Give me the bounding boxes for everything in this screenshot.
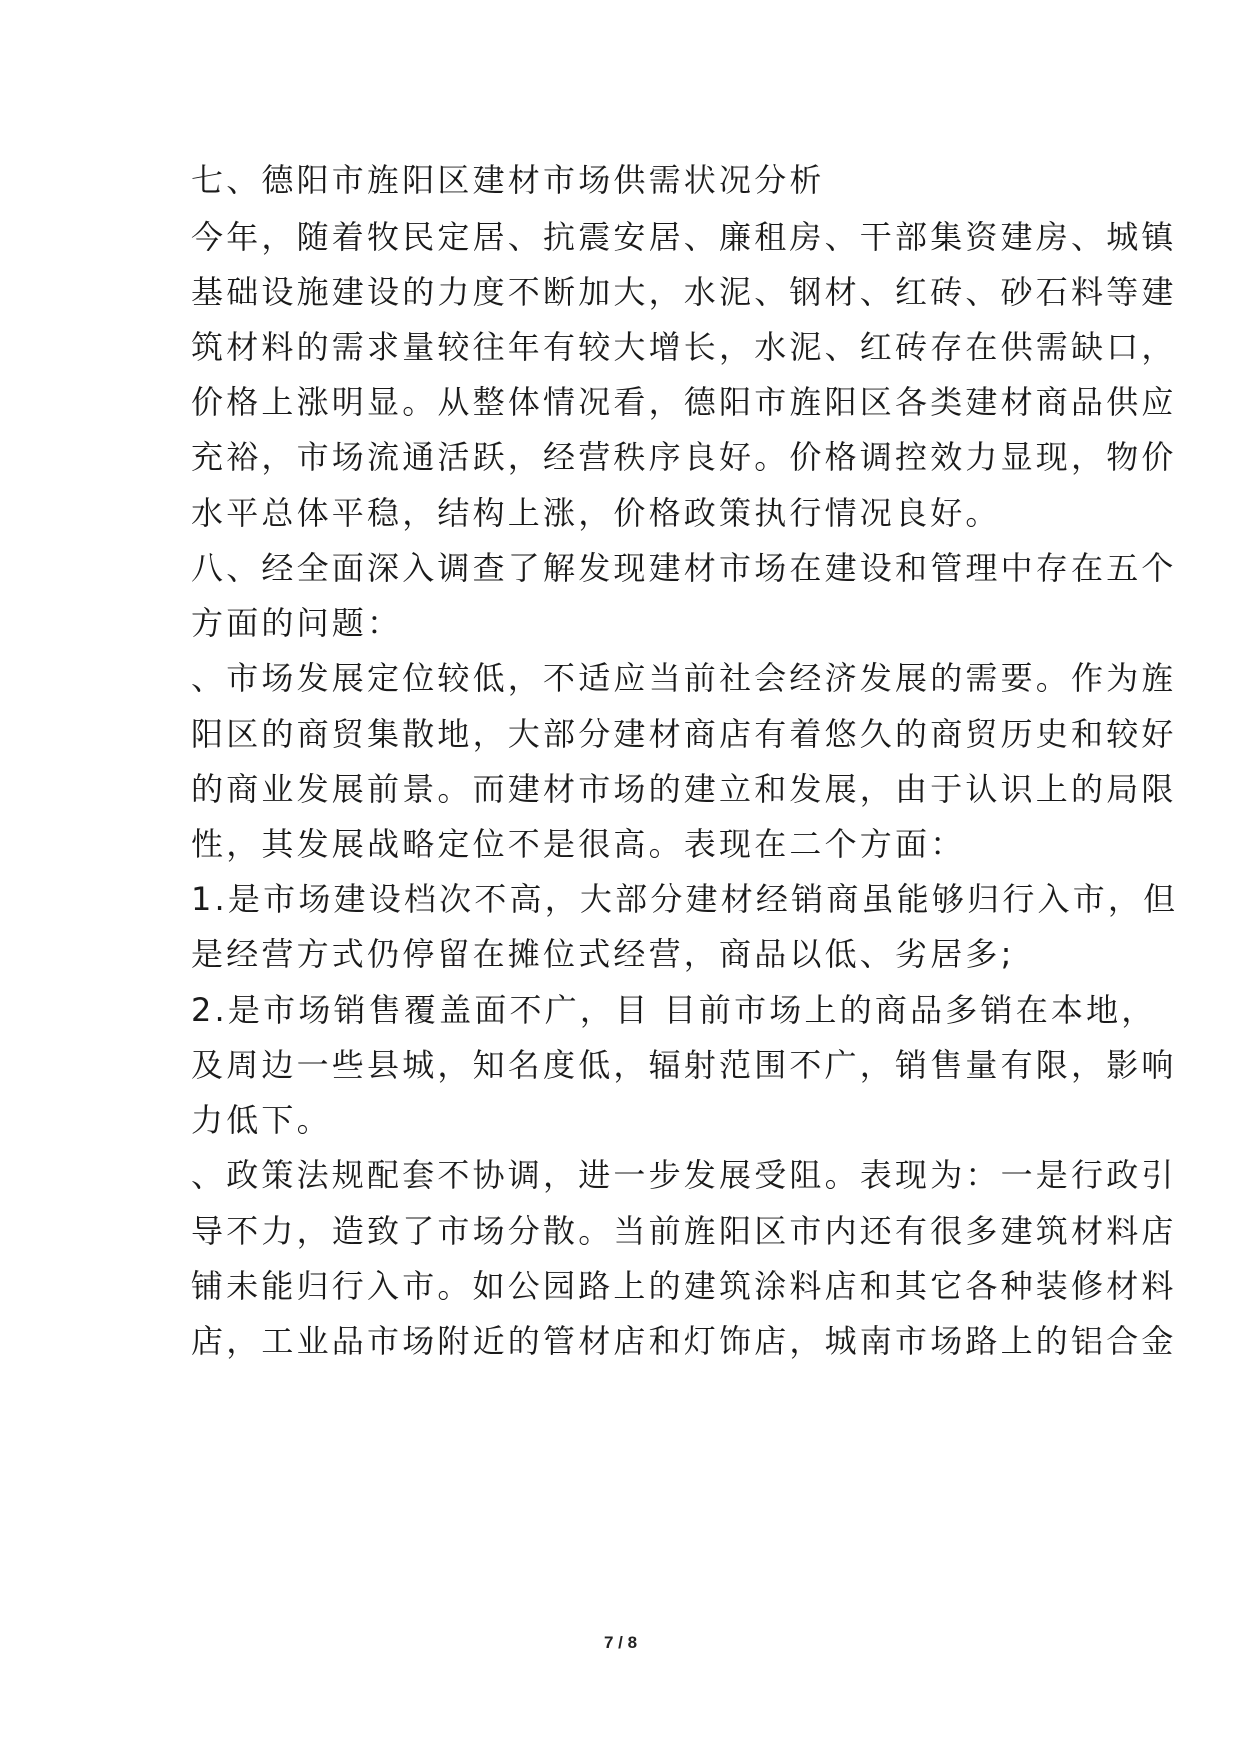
text-line: 、政策法规配套不协调，进一步发展受阻。表现为：一是行政引 bbox=[191, 1156, 1177, 1194]
text-line: 基础设施建设的力度不断加大，水泥、钢材、红砖、砂石料等建 bbox=[191, 273, 1177, 311]
text-line: 价格上涨明显。从整体情况看，德阳市旌阳区各类建材商品供应 bbox=[191, 383, 1177, 421]
text-line: 是经营方式仍停留在摊位式经营，商品以低、劣居多; bbox=[191, 935, 1015, 973]
text-line: 充裕，市场流通活跃，经营秩序良好。价格调控效力显现，物价 bbox=[191, 438, 1177, 476]
text-line: 1.是市场建设档次不高，大部分建材经销商虽能够归行入市，但 bbox=[191, 880, 1179, 918]
text-line: 力低下。 bbox=[191, 1101, 332, 1139]
text-line: 性，其发展战略定位不是很高。表现在二个方面： bbox=[191, 825, 966, 863]
text-line: 及周边一些县城，知名度低，辐射范围不广，销售量有限，影响 bbox=[191, 1046, 1177, 1084]
text-line: 导不力，造致了市场分散。当前旌阳区市内还有很多建筑材料店 bbox=[191, 1212, 1177, 1250]
page-number: 7 / 8 bbox=[603, 1633, 638, 1652]
text-line: 铺未能归行入市。如公园路上的建筑涂料店和其它各种装修材料 bbox=[191, 1267, 1177, 1305]
text-line: 2.是市场销售覆盖面不广，目 目前市场上的商品多销在本地， bbox=[191, 991, 1157, 1029]
text-line: 的商业发展前景。而建材市场的建立和发展，由于认识上的局限 bbox=[191, 770, 1177, 808]
text-line: 八、经全面深入调查了解发现建材市场在建设和管理中存在五个 bbox=[191, 549, 1177, 587]
text-line: 七、德阳市旌阳区建材市场供需状况分析 bbox=[191, 161, 825, 199]
text-line: 水平总体平稳，结构上涨，价格政策执行情况良好。 bbox=[191, 494, 1001, 532]
text-line: 今年，随着牧民定居、抗震安居、廉租房、干部集资建房、城镇 bbox=[191, 218, 1177, 256]
text-line: 筑材料的需求量较往年有较大增长，水泥、红砖存在供需缺口， bbox=[191, 328, 1177, 366]
text-line: 方面的问题： bbox=[191, 604, 403, 642]
text-line: 、市场发展定位较低，不适应当前社会经济发展的需要。作为旌 bbox=[191, 659, 1177, 697]
text-line: 店，工业品市场附近的管材店和灯饰店，城南市场路上的铝合金 bbox=[191, 1322, 1177, 1360]
text-line: 阳区的商贸集散地，大部分建材商店有着悠久的商贸历史和较好 bbox=[191, 715, 1177, 753]
